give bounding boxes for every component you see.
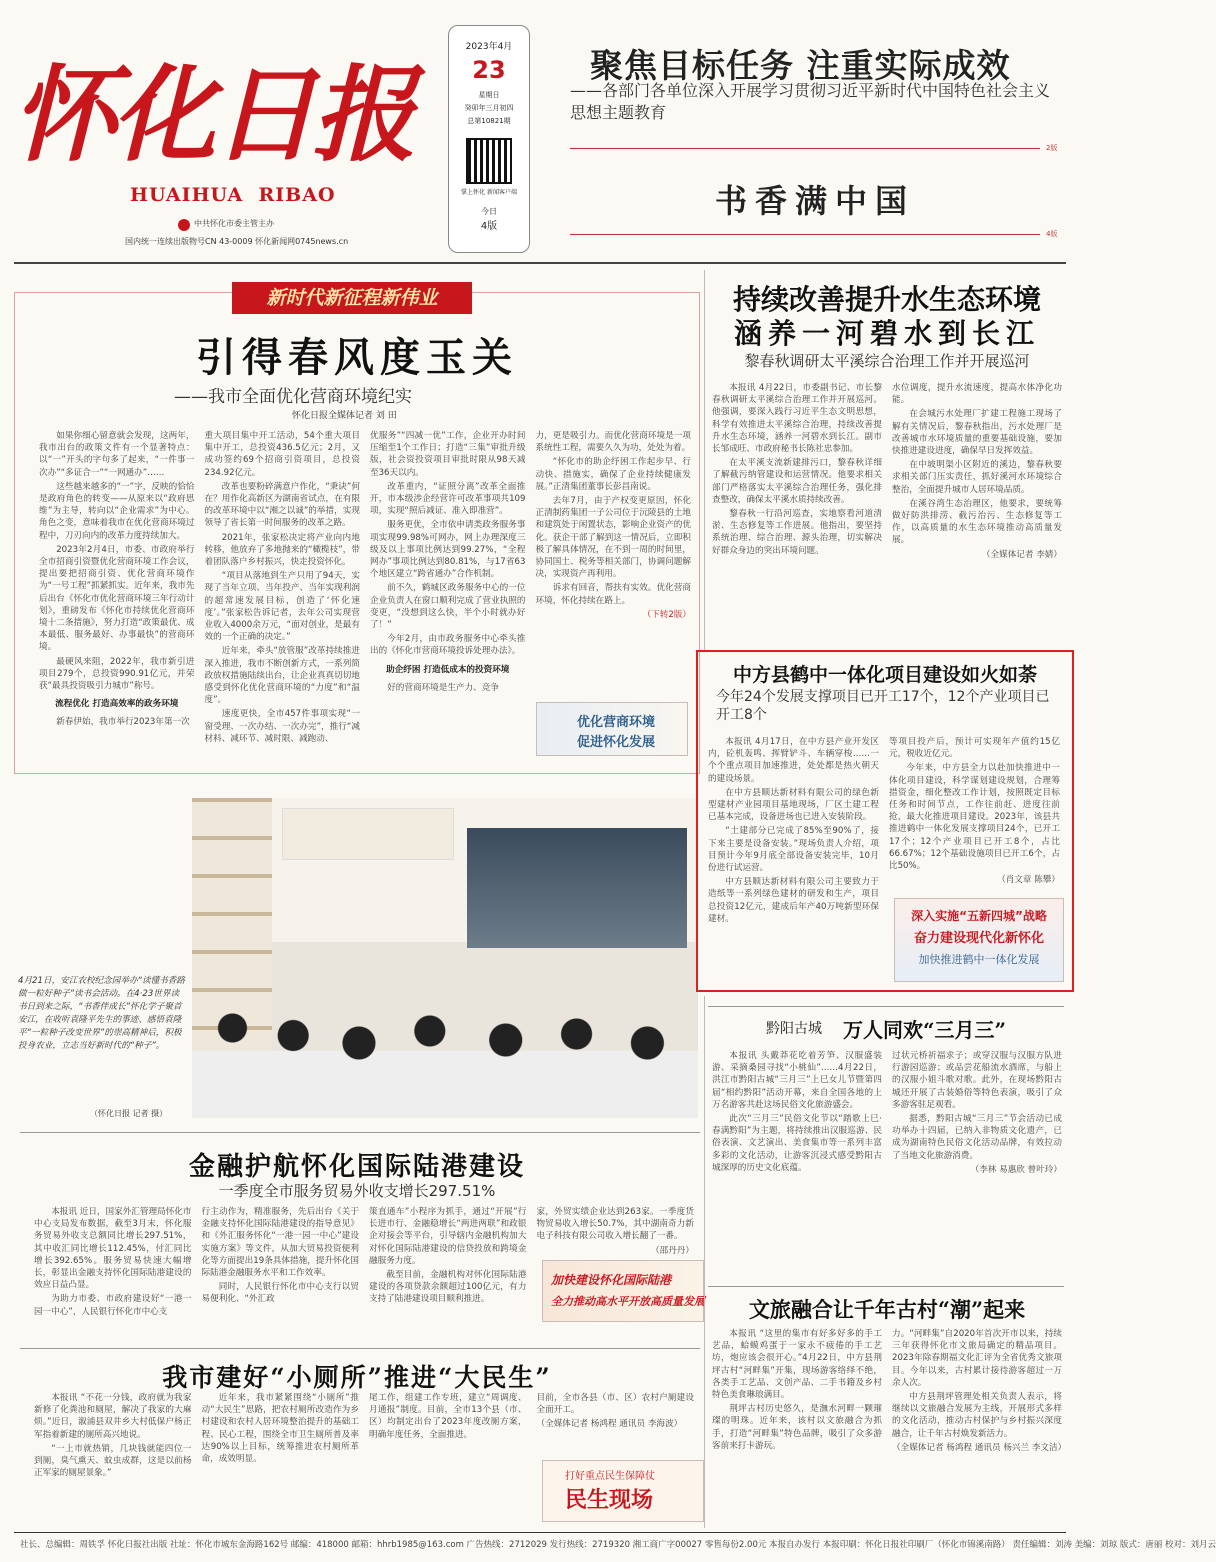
column-rule [704, 270, 705, 650]
lead-col-1 [39, 430, 195, 766]
issue-number: 总第10821期 [467, 117, 511, 125]
section-head: 助企纾困 打造低成本的投资环境 [386, 664, 510, 675]
env-title-line-2[interactable]: 涵养一河碧水到长江 [733, 317, 1040, 350]
paragraph: 黎春秋一行沿河巡查，实地察看河道清淤、生态修复等工作进展。他指出，要坚持系统治理、综合治理、源头治理，切实解决好群众身边的突出环境问题。 [712, 509, 882, 556]
paragraph: 2023年2月4日，市委、市政府举行全市招商引资暨优化营商环境工作会议，提出要把招商引资、优化营商环境作为“一号工程”抓紧抓实。近年来，我市先后出台《怀化市优化营商环境三年行动计划》，重磅发布《怀化市持续优化营商环境十二条措施》，努力打造“政策最优、成本最低、服务最好、办事最快”的营商环境。 [39, 544, 195, 653]
paragraph: 今年2月，由市政务服务中心牵头推出的《怀化市营商环境投诉处理办法》。 [370, 634, 526, 657]
qr-caption: 掌上怀化 新闻客户端 [461, 189, 517, 196]
section-rule [20, 1348, 700, 1349]
banner-title[interactable]: 聚焦目标任务 注重实际成效 [590, 46, 1011, 85]
toilet-col-2 [202, 1392, 360, 1530]
paragraph: 好的营商环境是生产力、竞争 [387, 682, 499, 693]
page-ref-2[interactable]: 4版 [1046, 230, 1058, 238]
finance-col-2 [202, 1206, 360, 1356]
paragraph: 截至目前，金融机构对怀化国际陆港建设的各项贷款余额超过100亿元，有力支持了陆港建设项目顺利推进。 [369, 1270, 527, 1305]
paragraph: 速度更快，全市457件事项实现“一窗受理、一次办结、一次办完”，推行“减材料、减环节、减时限、减跑动、 [204, 709, 360, 744]
toilet-title[interactable]: 我市建好“小厕所”推进“大民生” [162, 1363, 552, 1392]
finance-promo-line-2: 全力推动高水平开放高质量发展 [551, 1295, 705, 1308]
paragraph: 服务更优，全市依申请类政务服务事项实现99.98%可网办，网上办理深度三级及以上事项比例达到99.27%，“全程网办”事项比例达到80.81%，与17省63个地区建立“跨省通办”合作机制。 [370, 520, 526, 580]
paragraph: 据悉，黔阳古城“三月三”节会活动已成功举办十四届，已纳入非物质文化遗产，已成为湖南特色民俗文化活动品牌，有效拉动了当地文化旅游消费。 [892, 1114, 1062, 1161]
paragraph: 策直通车”小程序为抓手，通过“开展”行长进市行、金融稳增长“两进两联”和政银企对接会等平台，引导辖内金融机构加大对怀化国际陆港建设的信贷投放和跨境金融服务力度。 [369, 1207, 527, 1266]
column-rule [704, 996, 705, 1528]
banner-divider [570, 148, 1040, 149]
lead-byline: 怀化日报全媒体记者 刘 田 [292, 411, 397, 421]
env-body [712, 382, 1062, 632]
masthead-rule [14, 262, 1066, 264]
toilet-promo-box[interactable] [542, 1460, 704, 1522]
banner-calligraphy [282, 808, 454, 860]
paragraph: 这些越来越多的“一”字，反映的恰恰是政府角色的转变——从原来以“政府思维”为主导，转向以“企业需求”为中心。角色之变，意味着我市在优化营商环境过程中，刀刃向内的改革力度持续加大。 [39, 481, 195, 541]
lead-promo-box[interactable] [536, 702, 688, 756]
date-month: 2023年4月 [465, 42, 513, 52]
paragraph: 优服务”“四减一优”工作，企业开办时间压缩至1个工作日；打造“三集”审批升级版，社会资投资项目审批时限从98天减至36天以内。 [370, 431, 526, 478]
edition-label: 今日 [481, 207, 497, 216]
featured-promo-line-2: 奋力建设现代化新怀化 [913, 931, 1044, 946]
credit: （邵丹丹） [651, 1245, 694, 1256]
festival-title[interactable]: 万人同欢“三月三” [843, 1018, 1007, 1042]
section-head: 流程优化 打造高效率的政务环境 [55, 699, 179, 710]
page-ref[interactable]: 2版 [1046, 144, 1058, 152]
paragraph: 今年来，中方县全力以赴加快推进中一体化项目建设，科学谋划建设规划，合理筹措资金，细化整改工作计划，按照既定目标任务和时间节点，工作往前赶、进度往前抢，最大化推进项目建设。2023年，该县共推进鹤中一体化发展支撑项目24个，已开工17个；12个产业项目已开工8个，占比66.67%；12个基础设施项目已开工6个，占比50%。 [889, 763, 1060, 872]
paragraph: 本报讯 近日，国家外汇管理局怀化市中心支局发布数据，截至3月末，怀化服务贸易外收支总额同比增长297.51%，其中收汇同比增长112.45%，付汇同比增长392.65%。服务贸易快速大幅增长，彰显出金融支持怀化国际陆港建设的效应日益凸显。 [34, 1207, 192, 1291]
paragraph: “土建部分已完成了85%至90%了，接下来主要是设备安装。”现场负责人介绍，项目预计今年9月底全部设备安装完毕，10月份进行试运营。 [708, 826, 879, 874]
banner-title-2[interactable]: 书香满中国 [715, 182, 916, 220]
lunar-date: 癸卯年三月初四 [464, 104, 514, 112]
env-subtitle: 黎春秋调研太平溪综合治理工作并开展巡河 [744, 352, 1030, 370]
credit: （李林 易惠欣 曾叶玲） [970, 1164, 1062, 1175]
paragraph: 在太平溪支流新建排污口，黎春秋详细了解截污纳管建设和运营情况。他要求相关部门严格落实太平溪综合治理任务，强化排查整改，确保太平溪水质持续改善。 [712, 458, 882, 505]
paragraph: 本报讯 4月17日，在中方县产业开发区内，砼机轰鸣、挥臂铲斗、车辆穿梭……一个个重点项目加速推进，处处都是热火朝天的建设场景。 [708, 737, 879, 784]
paragraph: 过状元桥祈福求子；或穿汉服与汉服方队进行游园巡游；或品尝花船流水酒席，与船上的汉服小姐斗歌对歌。此外，在现场黔阳古城还开展了古装婚俗等特色表演，吸引了众多游客驻足观看。 [892, 1051, 1062, 1110]
finance-story [14, 1140, 705, 1360]
env-col-2 [892, 382, 1062, 632]
credit: （肖文章 陈攀） [997, 875, 1060, 886]
toilet-promo-line-2: 民生现场 [565, 1487, 654, 1513]
lead-subtitle: ——我市全面优化营商环境纪实 [174, 387, 412, 407]
paragraph: 尾工作，组建工作专班，建立“周调度、月通报”制度。目前，全市13个县（市、区）均制定出台了2023年度改厕方案，明确年度任务，全面推进。 [369, 1393, 527, 1440]
lead-col-3 [370, 430, 526, 766]
featured-promo-box[interactable] [894, 898, 1064, 982]
promo-line-2: 促进怀化发展 [577, 735, 656, 750]
audience-crowd [192, 968, 698, 1118]
paragraph: 中方县荆坪管理处相关负责人表示，将继续以文旅融合发展为主线，开展形式多样的文化活动，推动古村保护与乡村振兴深度融合，让千年古村焕发新活力。 [892, 1392, 1062, 1439]
qr-code-icon[interactable] [466, 138, 512, 184]
logo-pinyin: HUAIHUA RIBAO [130, 184, 336, 206]
party-emblem-icon [178, 219, 190, 231]
featured-promo-line-3: 加快推进鹤中一体化发展 [918, 953, 1040, 966]
festival-col-1 [712, 1050, 882, 1282]
finance-title[interactable]: 金融护航怀化国际陆港建设 [188, 1152, 525, 1182]
paragraph: 荆坪古村历史悠久，是潕水河畔一颗璀璨的明珠。近年来，该村以文旅融合为抓手，打造“河畔集”特色品牌，吸引了众多游客前来打卡游玩。 [712, 1404, 882, 1451]
section-rule [708, 1286, 1064, 1287]
paragraph: 家，外贸实绩企业达到263家。一季度货物贸易收入增长50.7%，其中湖南奇力新电子科技有限公司收入增长翻了一番。 [536, 1207, 694, 1242]
paragraph: 本报讯 “不花一分钱，政府就为我家新修了化粪池和厕屋，解决了我家的大麻烦。”近日，溆浦县双井乡大村低保户杨正军指着新建的厕所高兴地说。 [34, 1393, 192, 1440]
reading-event-photo [192, 798, 698, 1118]
env-col-1 [712, 382, 882, 632]
finance-promo-line-1: 加快建设怀化国际陆港 [551, 1273, 672, 1287]
paragraph: 新春伊始，我市举行2023年第一次 [56, 717, 190, 728]
toilet-story [14, 1352, 700, 1532]
newspaper-logo: 怀化日报 [12, 53, 413, 176]
date-day: 23 [472, 56, 506, 84]
paragraph: 重大项目集中开工活动，54个重大项目集中开工，总投资436.5亿元；2月，又成功签约69个招商引资项目，总投资234.92亿元。 [204, 431, 360, 478]
paragraph: 在会城污水处理厂扩建工程施工现场了解有关情况后，黎春秋指出，污水处理厂是改善城市水环境质量的重要基础设施，要加快推进建设进度，确保早日发挥效益。 [892, 409, 1062, 457]
lead-story [14, 270, 700, 775]
paragraph: 本报讯 头戴莽花吃着芳笋、汉服盛装游、采摘桑园寻找“小桃仙”……4月22日，洪江市黔阳古城“三月三”上巳女儿节暨第四届“相约黔阳”活动开幕，来自全国各地的上万名游客共赴这场民俗文化旅游盛会。 [712, 1051, 882, 1110]
paragraph: 本报讯 4月22日，市委副书记、市长黎春秋调研太平溪综合治理工作并开展巡河。他强调，要深入践行习近平生态文明思想，科学有效推进太平溪综合治理，持续改善提升水生态环境，涵养一河碧水到长江。副市长邹成旺、市政府秘书长陈社忠参加。 [712, 383, 882, 455]
paragraph: 水位调度，提升水流速度，提高水体净化功能。 [892, 383, 1062, 406]
paragraph: “项目从落地到生产只用了94天，实现了当年立项、当年投产、当年实现利润的超常速发展目标，创造了‘怀化速度’。”张家松告诉记者，去年公司实现营业收入4000余万元，“面对创业，是最有效的一个正确的决定。” [204, 571, 360, 643]
culture-col-1 [712, 1328, 882, 1524]
imprint-footer: 社长、总编辑：周铁孚 怀化日报社出版 社址：怀化市城东金海路162号 邮编：418000 邮箱：hhrb1985@163.com 广告热线：2712029 发行热线：2719320 湘工商广字00027 零售每份2.00元 本报自办发行 本报印刷：怀化日报社印刷厂（怀化市锦溪南路） 责任编辑：刘涛 美编：刘琼 版式：唐丽 校对：刘月云 [20, 1540, 1216, 1550]
paragraph: 力。“河畔集”自2020年首次开市以来，持续三年获得怀化市文旅局确定的精品项目。2023年除春期福文化汇评为全省优秀文旅项目。今年以来，古村累计接待游客超过一万余人次。 [892, 1329, 1062, 1388]
featured-promo-line-1: 深入实施“五新四城”战略 [911, 909, 1047, 923]
env-title-line-1[interactable]: 持续改善提升水生态环境 [732, 283, 1041, 316]
projection-screen [467, 828, 687, 948]
paragraph: 在中坡明渠小区附近的溪边，黎春秋要求相关部门压实责任，抓好溪河水环境综合整治，全面提升城市人居环境品质。 [892, 460, 1062, 495]
banner-divider-2 [570, 234, 1040, 235]
paragraph: 2021年，张家松决定将产业向内地转移，他放弃了多地抛来的“橄榄枝”，带着团队落户乡村振兴，快走投资怀化。 [204, 532, 360, 568]
paragraph: 近年来，牵头“放管服”改革持续推进深入推进，我市不断创新方式，一系列简政放权措施陆续出台，让企业真真切切地感受到怀化优化营商环境的“力度”和“温度”。 [204, 646, 360, 706]
paragraph: 前不久，鹤城区政务服务中心的一位企业负责人在窗口顺利完成了营业执照的变更，“没想到这么快，半个小时就办好了！” [370, 583, 526, 631]
finance-promo-box[interactable] [542, 1260, 704, 1322]
date-box [448, 25, 530, 253]
featured-title[interactable]: 中方县鹤中一体化项目建设如火如荼 [732, 664, 1037, 686]
festival-body [712, 1050, 1062, 1282]
banner-subtitle: ——各部门各单位深入开展学习贯彻习近平新时代中国特色社会主义思想主题教育 [570, 81, 1051, 122]
paragraph: 目前，全市各县（市、区）农村户厕建设全面开工。 [536, 1393, 694, 1416]
paragraph: 为助力市委、市政府建设好“一港一园一中心”，人民银行怀化市中心支 [34, 1294, 192, 1317]
series-tag: 新时代新征程新伟业 [232, 282, 472, 314]
paragraph: 本报讯 “这里的集市有好多好多的手工艺品，蛤蟆鸡蛋于一家永不疲倦的手工艺坊，炮应该会很开心。”4月22日，中方县荆坪古村“河畔集”开集，现场游客络绎不绝，各类手工艺品、文创产品、二手书籍及乡村特色美食琳琅满目。 [712, 1329, 882, 1401]
paragraph: “怀化市的助企纾困工作起步早、行动快、措施实，确保了企业持续健康发展。”正清集团董事长彭昌南说。 [535, 457, 691, 492]
lead-title[interactable]: 引得春风度玉关 [196, 334, 518, 381]
paragraph: 改革重内，“证照分离”改革全面推开，市本级涉企经营许可改革事项共109项，实现“照后减证、准入即准营”。 [370, 481, 526, 517]
paragraph: 在溪谷湾生态治理区，他要求，要统筹做好防洪排涝、截污治污、生态修复等工作，以高质量的水生态环境推动高质量发展。 [892, 498, 1062, 546]
finance-col-3 [369, 1206, 527, 1356]
promo-line-1: 优化营商环境 [577, 715, 656, 730]
sponsor-line: 中共怀化市委主管主办 [194, 219, 274, 228]
weekday: 星期日 [478, 91, 500, 99]
paragraph: 近年来，我市紧紧围绕“小厕所”推动“大民生”思路，把农村厕所改造作为乡村建设和农村人居环境整治提升的基础工程、民心工程，围绕全市卫生厕所普及率达90%以上目标，统筹推进农村厕所革命，成效明显。 [201, 1393, 359, 1465]
credit: （全媒体记者 杨鸿程 通讯员 杨兴兰 李文洁） [892, 1442, 1067, 1453]
edition-pages: 4版 [480, 221, 498, 232]
continued-link[interactable]: （下转2版） [642, 609, 691, 620]
featured-subtitle: 今年24个发展支撑项目已开工17个，12个产业项目已开工8个 [716, 689, 1050, 723]
paragraph: 此次“三月三”民俗文化节以“踏歌上巳·春满黔阳”为主题，将持续推出汉服巡游、民俗表演、文艺演出、美食集市等一系列丰富多彩的文化活动，让游客沉浸式感受黔阳古城深厚的历史文化底蕴。 [712, 1114, 882, 1173]
paragraph: 诉求有回音，帮扶有实效。优化营商环境，怀化持续在路上。 [535, 583, 691, 606]
festival-story [708, 1010, 1066, 1285]
featured-story-box[interactable] [696, 650, 1074, 992]
paragraph: 中方县顺达新材料有限公司主要致力于造纸等一系列绿色建材的研发和生产，项目总投资12亿元，建成后年产40万吨新型环保建材。 [708, 877, 879, 924]
toilet-col-1 [34, 1392, 192, 1530]
culture-col-2 [892, 1328, 1067, 1524]
paragraph: 改革也要粉碎满意户作化，“秉诀”何在？用作化高新区为湖南省试点，在有限的改革环境中以“湘之以诚”的举措，实现领导了省长第一时间服务的改革之路。 [204, 481, 360, 529]
environment-story [708, 270, 1066, 640]
credit: （全媒体记者 李婧） [981, 549, 1062, 560]
paragraph: 在中方县顺达新材料有限公司的绿色新型建材产业园项目基地现场，厂区土建工程已基本完成，设备进场也已进入安装阶段。 [708, 787, 879, 823]
photo-caption: 4月21日，安江农校纪念园举办“读懂书香路 做一粒好种子”读书会活动。在4·23世界读书日到来之际，“书香伴成长”怀化学子聚首安江，在收听袁隆平先生的事迹、感悟袁隆平“一粒种子改变世界”的崇高精神后，积极投身农业，立志当好新时代的“种子”。 [18, 976, 185, 1051]
footer-rule [14, 1532, 1066, 1533]
featured-col-1 [708, 736, 879, 986]
toilet-col-3 [369, 1392, 527, 1530]
paragraph: 最硬风来阻，2022年，我市新引进项目279个，总投资990.91亿元，并荣获“最具投资吸引力城市”称号。 [39, 656, 195, 692]
photo-credit: （怀化日报 记者 摄） [90, 1109, 168, 1118]
culture-title[interactable]: 文旅融合让千年古村“潮”起来 [748, 1297, 1026, 1322]
section-rule [708, 1006, 1064, 1007]
paragraph: 力，更是吸引力。而优化营商环境是一项系统性工程，需要久久为功，处处为着。 [535, 431, 691, 454]
registration-line: 国内统一连续出版物号CN 43-0009 怀化新闻网0745news.cn [125, 237, 349, 246]
credit: （全媒体记者 杨鸿程 通讯员 李海波） [536, 1419, 683, 1430]
festival-kicker: 黔阳古城 [766, 1021, 822, 1037]
paragraph: “一上市就热销，几块钱就能四位一到厕，臭气熏天、蚊虫成群，这是以前杨正军家的厕屋景象。” [34, 1443, 192, 1479]
paragraph: 等项目投产后，预计可实现年产值约15亿元，税收近亿元。 [889, 737, 1060, 760]
section-rule [20, 1132, 700, 1133]
lead-col-2 [205, 430, 361, 766]
toilet-promo-line-1: 打好重点民生保障仗 [565, 1471, 655, 1482]
paragraph: 去年7月，由于产权变更原因，怀化正清制药集团一子公司位于沅陵县的土地和建筑处于闲置状态，影响企业资产的优化。获企干部了解到这一情况后，立即积极了解具体情况，在不到一周的时间里，协同国土、税务等相关部门，协调问题解决，实现资产再利用。 [535, 496, 691, 580]
festival-col-2 [892, 1050, 1062, 1282]
finance-col-1 [34, 1206, 192, 1356]
culture-story [708, 1290, 1066, 1530]
paragraph: 同时，人民银行怀化市中心支行以贸易便利化、“外汇政 [201, 1282, 359, 1305]
paragraph: 行主动作为，精准服务，先后出台《关于金融支持怀化国际陆港建设的指导意见》和《外汇服务怀化“一港一园一中心”建设实施方案》等文件，从加大贸易投资便利化等方面提出19条具体措施，提升怀化国际陆港金融服务水平和工作效率。 [201, 1207, 359, 1279]
finance-subtitle: 一季度全市服务贸易外收支增长297.51% [218, 1182, 496, 1200]
culture-body [712, 1328, 1067, 1524]
paragraph: 如果你细心留意就会发现，这两年，我市出台的政策文件有一个显著特点：以“一”开头的字句多了起来，“一件事一次办”“多证合一”“一网通办”…… [39, 431, 195, 478]
